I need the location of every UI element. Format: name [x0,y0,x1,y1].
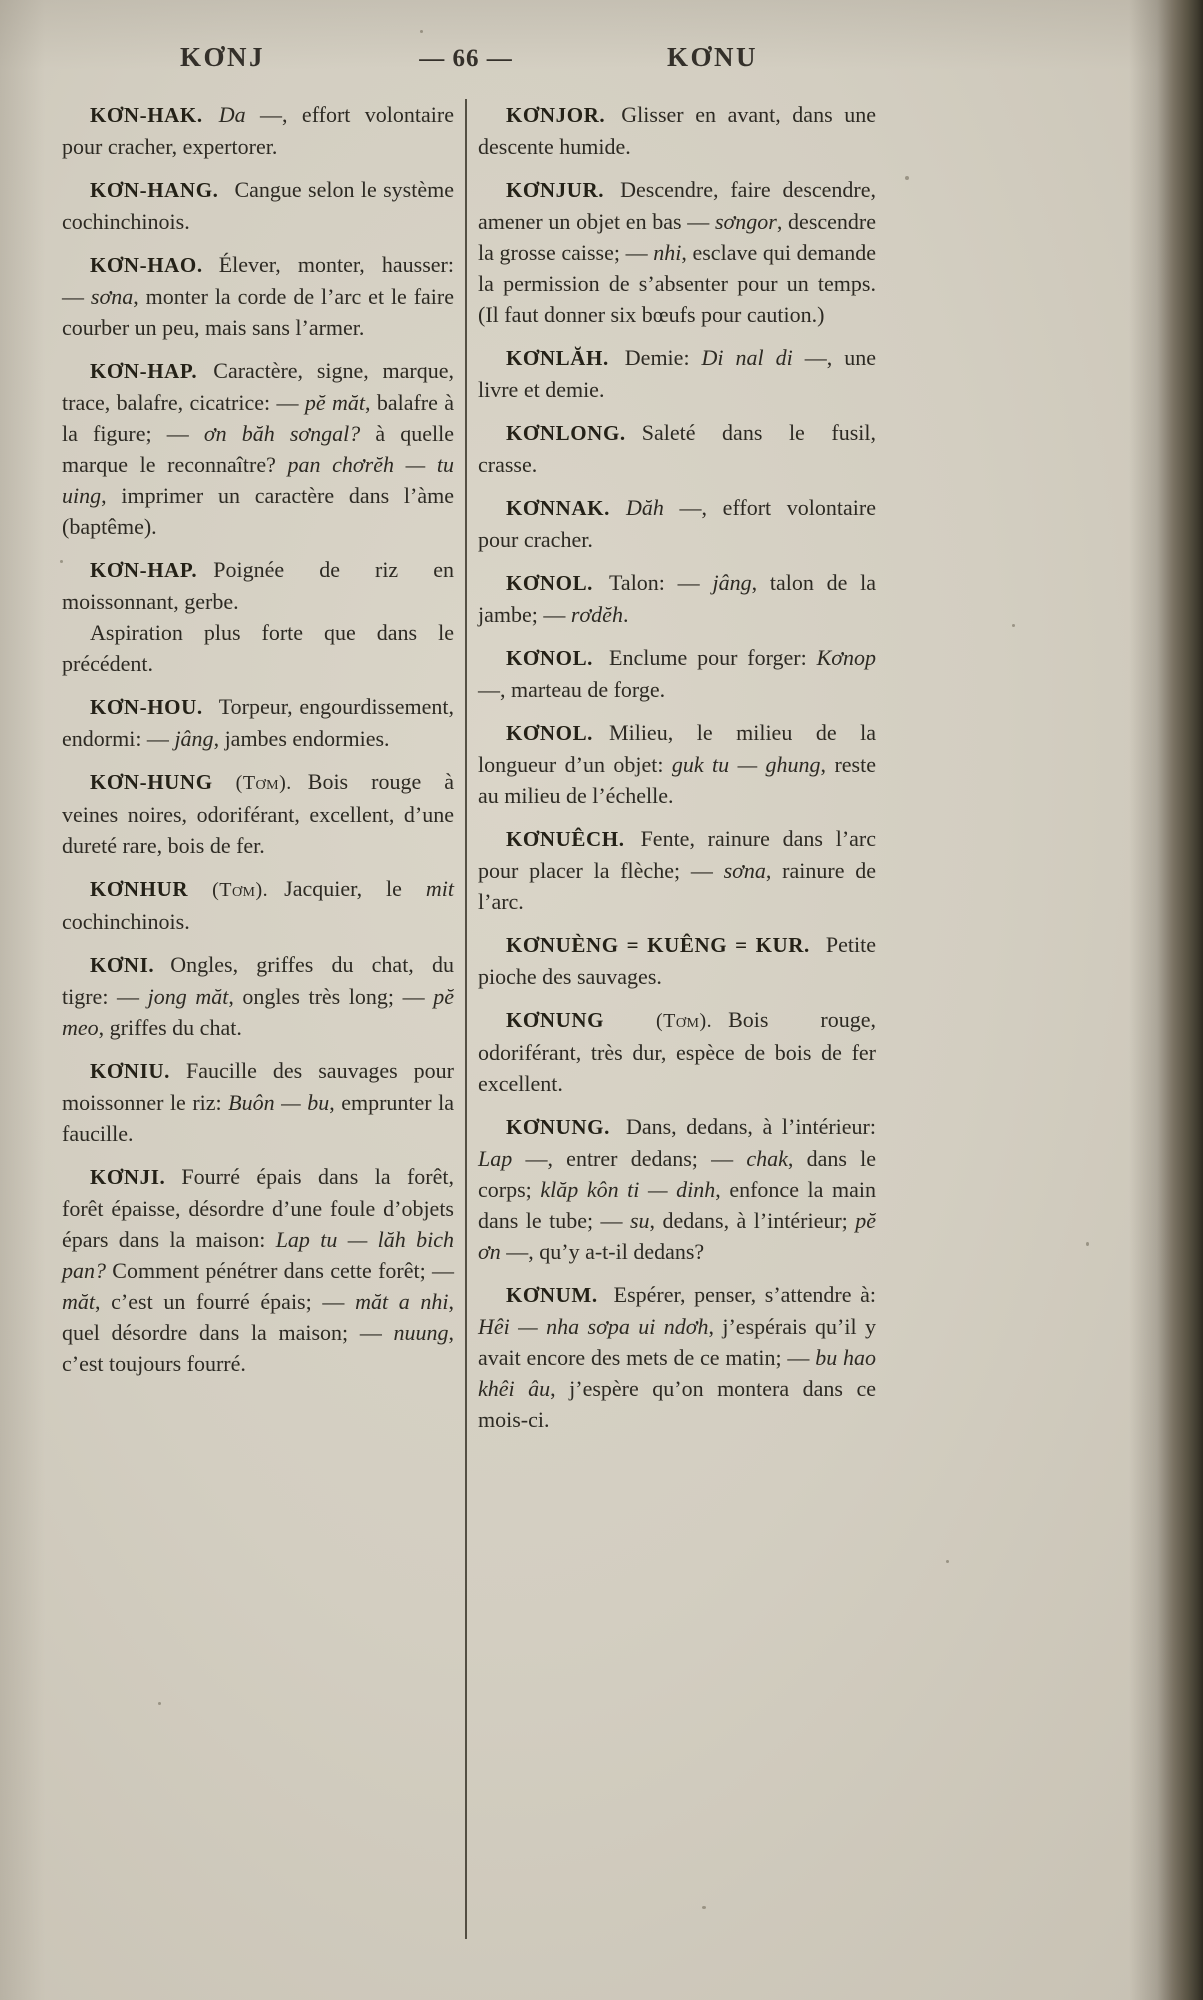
headword: KƠN-HUNG [90,770,213,794]
headword: KƠNLONG. [506,421,626,445]
headword: KƠNUNG [506,1008,605,1032]
definition-text: —, entrer dedans; — [512,1146,747,1171]
right-column [478,99,876,1939]
dictionary-entry [62,766,454,861]
headword: KƠNIU. [90,1059,171,1083]
vernacular-term: Buôn — bu [228,1090,330,1115]
vernacular-term: Di nal di [701,345,793,370]
definition-text: Cangue selon le système cochinchinois. [62,177,454,234]
definition-text: Élever, monter, hausser: — [62,252,454,309]
definition-text: Demie: [624,345,702,370]
dictionary-entry [62,249,454,343]
vernacular-term: măt [62,1289,95,1314]
headword: KƠN-HAO. [90,253,203,277]
definition-text: , j’espère qu’on montera dans ce mois-ci. [478,1376,876,1432]
vernacular-term: Kơnop [816,645,876,670]
definition-text: Saleté dans le fusil, crasse. [478,420,876,477]
vernacular-term: sơna [90,284,134,309]
definition-text: Petite pioche des sauvages. [478,932,876,989]
paper-speckle [420,30,423,33]
dictionary-entry [478,1279,876,1435]
left-column [62,99,454,1939]
definition-text: Enclume pour forger: [609,645,817,670]
definition-text: , balafre à la figure; — [62,390,454,446]
headword: KƠN-HANG. [90,178,219,202]
definition-text: , talon de la jambe; — [478,570,876,627]
definition-text: Ongles, griffes du chat, du tigre: — [62,952,454,1009]
paper-speckle [1086,1242,1089,1246]
definition-text: Torpeur, engourdissement, endormi: — [62,694,454,751]
vernacular-term: nhi [653,240,682,265]
definition-text: , emprunter la faucille. [62,1090,455,1146]
definition-text: Dans, dedans, à l’intérieur: [625,1114,876,1139]
definition-text: Faucille des sauvages pour moissonner le riz: [62,1058,454,1115]
headword: KƠNUNG. [506,1115,610,1139]
definition-text: Fente, rainure dans l’arc pour placer la flèche; — [478,826,876,883]
vernacular-term: pĕ ơn [478,1208,876,1264]
definition-text: , griffes du chat. [98,1015,242,1040]
paper-speckle [946,1560,949,1563]
dictionary-entry [62,691,454,754]
dictionary-entry [478,823,876,917]
headword: KƠNJI. [90,1165,166,1189]
definition-text: . [622,602,629,627]
dictionary-entry [478,174,876,330]
book-edge-shadow [1129,0,1203,2000]
guide-word-right: KƠNU [666,42,758,72]
headword: KƠNJUR. [506,178,605,202]
definition-text: Bois rouge, odoriférant, très dur, espèce de bois de fer excellent. [478,1007,876,1096]
vernacular-term: jâng [174,726,214,751]
dictionary-entry [62,99,454,162]
definition-text: , descendre la grosse caisse; — [478,209,876,265]
definition-text: , imprimer un caractère dans l’àme (baptême). [62,483,454,539]
paper-speckle [905,176,909,180]
definition-text: Descendre, faire descendre, amener un objet en bas — [478,177,876,234]
dictionary-entry [478,1004,876,1099]
dictionary-entry [62,355,454,542]
two-column-text [62,99,880,1939]
vernacular-term: ơn băh sơngal? [203,421,361,446]
running-header [62,42,880,73]
definition-text: , c’est un fourré épais; — [95,1289,356,1314]
definition-text: Comment pénétrer dans cette forêt; — [106,1258,454,1283]
definition-text: , enfonce la main dans le tube; — [478,1177,876,1233]
definition-text: —, marteau de forge. [478,677,666,702]
headword: KƠN-HAP. [90,359,198,383]
vernacular-term: pan chơrĕh — tu uing [62,452,454,508]
headword-qualifier: (Tơm). [212,772,292,794]
dictionary-entry [62,873,454,937]
dictionary-entry [478,492,876,555]
definition-text: , j’espérais qu’il y avait encore des mets de ce matin; — [478,1314,876,1370]
headword: KƠNUM. [506,1283,598,1307]
dictionary-entry [478,417,876,480]
definition-text: —, effort volontaire pour cracher. [478,495,876,552]
vernacular-term: guk tu — ghung [671,752,821,777]
definition-text: Fourré épais dans la forêt, forêt épaisse, désordre d’une foule d’objets épars dans la maison: [62,1164,454,1252]
vernacular-term: Lap tu — lăh bich pan? [62,1227,454,1283]
dictionary-entry [478,642,876,705]
headword: KƠNI. [90,953,155,977]
vernacular-term: klăp kôn ti — dinh [540,1177,716,1202]
dictionary-entry [62,1055,454,1149]
definition-text: , ongles très long; — [228,984,434,1009]
definition-text: —, effort volontaire pour cracher, expertorer. [62,102,454,159]
dictionary-entry [478,1111,876,1267]
vernacular-term: mit [425,876,454,901]
entry-continuation [62,617,454,679]
vernacular-term: nuung [393,1320,449,1345]
guide-word-left: KƠNJ [180,42,266,72]
definition-text: , dans le corps; [478,1146,877,1202]
definition-text: , monter la corde de l’arc et le faire courber un peu, mais sans l’armer. [62,284,455,340]
dictionary-entry [478,99,876,162]
headword: KƠNUÈNG = KUÊNG = KUR. [506,933,810,957]
definition-text: , quel désordre dans la maison; — [62,1289,454,1345]
definition-text: Milieu, le milieu de la longueur d’un objet: [478,720,876,777]
definition-text: Caractère, signe, marque, trace, balafre, cicatrice: — [62,358,454,415]
vernacular-term: pĕ măt [304,390,365,415]
dictionary-entry [478,929,876,992]
dictionary-entry [478,567,876,630]
vernacular-term: jâng [712,570,752,595]
definition-text: —, une livre et demie. [478,345,876,402]
definition-text: cochinchinois. [62,909,190,934]
vernacular-term: rơdĕh [570,602,623,627]
headword: KƠNOL. [506,571,594,595]
headword: KƠNJOR. [506,103,606,127]
headword: KƠN-HAK. [90,103,203,127]
dictionary-entry [62,949,454,1043]
definition-text: , dedans, à l’intérieur; [649,1208,856,1233]
dictionary-entry [62,554,454,617]
printed-text-block [62,42,880,1939]
dictionary-entry [62,1161,454,1379]
definition-text: à quelle marque le reconnaître? [62,421,454,477]
vernacular-term: sơna [723,858,766,883]
headword: KƠNOL. [506,646,594,670]
definition-text: Bois rouge à veines noires, odoriférant, excellent, d’une dureté rare, bois de fer. [62,769,454,858]
vernacular-term: Hêi — nha sơpa ui ndơh [478,1314,709,1339]
headword-qualifier: (Tơm). [604,1010,713,1032]
vernacular-term: sơngor [714,209,777,234]
vernacular-term: măt a nhi [355,1289,449,1314]
vernacular-term: Lap [478,1146,513,1171]
headword-qualifier: (Tơm). [188,879,269,901]
headword: KƠN-HOU. [90,695,203,719]
headword: KƠNOL. [506,721,594,745]
vernacular-term: chak [746,1146,788,1171]
headword: KƠNNAK. [506,496,610,520]
vernacular-term: Da [218,102,246,127]
vernacular-term: Dăh [625,495,664,520]
definition-text: Talon: — [609,570,713,595]
definition-text: Jacquier, le [284,876,426,901]
vernacular-term: jong măt [147,984,229,1009]
definition-text: Glisser en avant, dans une descente humide. [478,102,876,159]
headword: KƠNLĂH. [506,346,609,370]
definition-text: , c’est toujours fourré. [62,1320,454,1376]
vernacular-term: pĕ meo [62,984,454,1040]
vernacular-term: bu hao khêi âu [478,1345,877,1401]
dictionary-entry [62,174,454,237]
headword: KƠNUÊCH. [506,827,625,851]
definition-text: , esclave qui demande la permission de s’absenter pour un temps. (Il faut donner six bœufs pour caution.) [478,240,876,327]
dictionary-entry [478,342,876,405]
definition-text: , reste au milieu de l’échelle. [478,752,876,808]
vernacular-term: su [629,1208,650,1233]
headword: KƠN-HAP. [90,558,198,582]
headword: KƠNHUR [90,877,189,901]
column-divider-rule [465,99,467,1939]
definition-text: Aspiration plus forte que dans le précédent. [62,620,454,676]
definition-text: Espérer, penser, s’attendre à: [613,1282,876,1307]
page-number: — 66 — [419,45,513,72]
definition-text: Poignée de riz en moissonnant, gerbe. [62,557,454,614]
definition-text: , jambes endormies. [213,726,390,751]
paper-speckle [1012,624,1015,627]
definition-text: , rainure de l’arc. [478,858,877,914]
definition-text: —, qu’y a-t-il dedans? [500,1239,705,1264]
dictionary-entry [478,717,876,811]
